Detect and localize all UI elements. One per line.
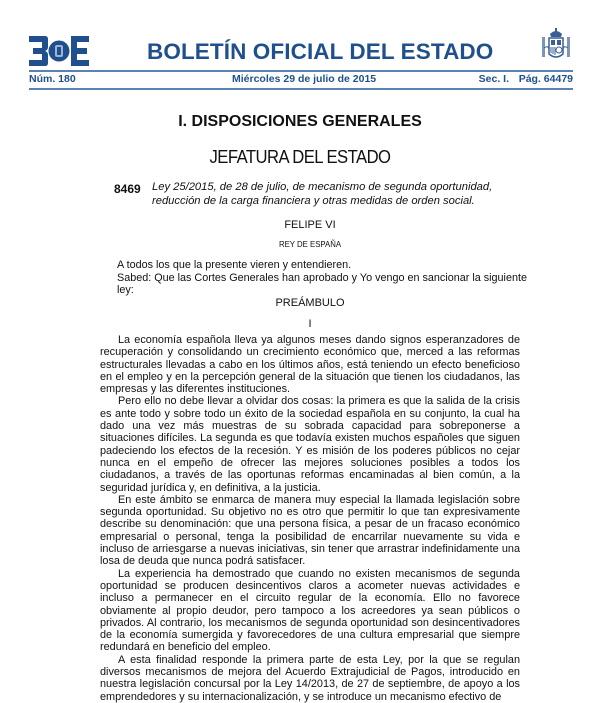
king-name: FELIPE VI (284, 219, 336, 231)
paragraph: La experiencia ha demostrado que cuando no existen mecanismos de segunda oportunidad se producen desincentivos claros a acometer nuevas actividades e incluso a permanecer en el circuito regular de la economía. Ello no favorece obviamente al propio deudor, pero tampoco a los acreedores ya sean públicos o privados. Al contrario, los mecanismos de segunda oportunidad son desincentivadores de la economía sumergida y favorecedores de una cultura empresarial que siempre redundará en beneficio del empleo. (100, 567, 520, 654)
king-title: REY DE ESPAÑA (278, 240, 342, 249)
coat-of-arms-icon (541, 28, 571, 66)
page-number: Pág. 64479 (518, 73, 573, 85)
boe-logo-icon (29, 36, 89, 66)
promulgation-line: Sabed: Que las Cortes Generales han aprobado y Yo vengo en sancionar la siguiente ley: (117, 271, 527, 296)
issue-number: Núm. 180 (29, 73, 76, 85)
paragraph: La economía española lleva ya algunos meses dando signos esperanzadores de recuperación y consolidando un crecimiento económico que, merced a las reformas estructurales llevadas a cabo en los últimos años, está teniendo un efecto beneficioso en el empleo y en la percepción general de la situación que tienen los ciudadanos, las empresas y las diferentes instituciones. (100, 334, 520, 396)
bulletin-title: BOLETÍN OFICIAL DEL ESTADO (147, 39, 494, 64)
department-title: JEFATURA DEL ESTADO (209, 146, 391, 167)
section-label: Sec. I. (478, 73, 509, 85)
header-rule-bottom (29, 88, 573, 90)
header-rule-top (29, 70, 573, 72)
promulgation-line: A todos los que la presente vieren y entendieren. (117, 259, 352, 271)
law-title: Ley 25/2015, de 28 de julio, de mecanismo de segunda oportunidad, reducción de la carga financiera y otras medidas de orden social. (152, 181, 493, 207)
issue-date: Miércoles 29 de julio de 2015 (232, 73, 377, 85)
issue-meta-row (29, 73, 573, 87)
section-title: I. DISPOSICIONES GENERALES (178, 113, 422, 130)
paragraph: A esta finalidad responde la primera parte de esta Ley, por la que se regulan diversos mecanismos de mejora del Acuerdo Extrajudicial de Pagos, introducido en nuestra legislación concursal por la Ley 14/2013, de 27 de septiembre, de apoyo a los emprendedores y su internacionalización, y se introduce un mecanismo efectivo de (100, 653, 520, 703)
page-header (29, 28, 573, 68)
preamble-body (100, 334, 520, 703)
paragraph: Pero ello no debe llevar a olvidar dos cosas: la primera es que la salida de la crisis es ante todo y sobre todo un éxito de la sociedad española en su conjunto, la cual ha dado una vez más muestras de su sobrada capacidad para sobreponerse a situaciones difíciles. La segunda es que todavía existen muchos españoles que siguen padeciendo los efectos de la recesión. Y es misión de los poderes públicos no cejar nunca en el empeño de ofrecer las mejores soluciones posibles a todos los ciudadanos, a través de las oportunas reformas encaminadas al bien común, a la seguridad jurídica y, en definitiva, a la justicia. (100, 395, 520, 494)
promulgation-formula (117, 259, 537, 297)
part-numeral: I (308, 318, 312, 330)
preamble-heading: PREÁMBULO (275, 297, 345, 309)
law-number: 8469 (114, 182, 141, 196)
paragraph: En este ámbito se enmarca de manera muy especial la llamada legislación sobre segunda oportunidad. Su objetivo no es otro que permitir lo que tan expresivamente describe su denominación: que una persona física, a pesar de un fracaso económico empresarial o personal, tenga la posibilidad de encarrilar nuevamente su vida e incluso de arriesgarse a nuevas iniciativas, sin tener que arrastrar indefinidamente una losa de deuda que nunca podrá satisfacer. (100, 493, 520, 568)
